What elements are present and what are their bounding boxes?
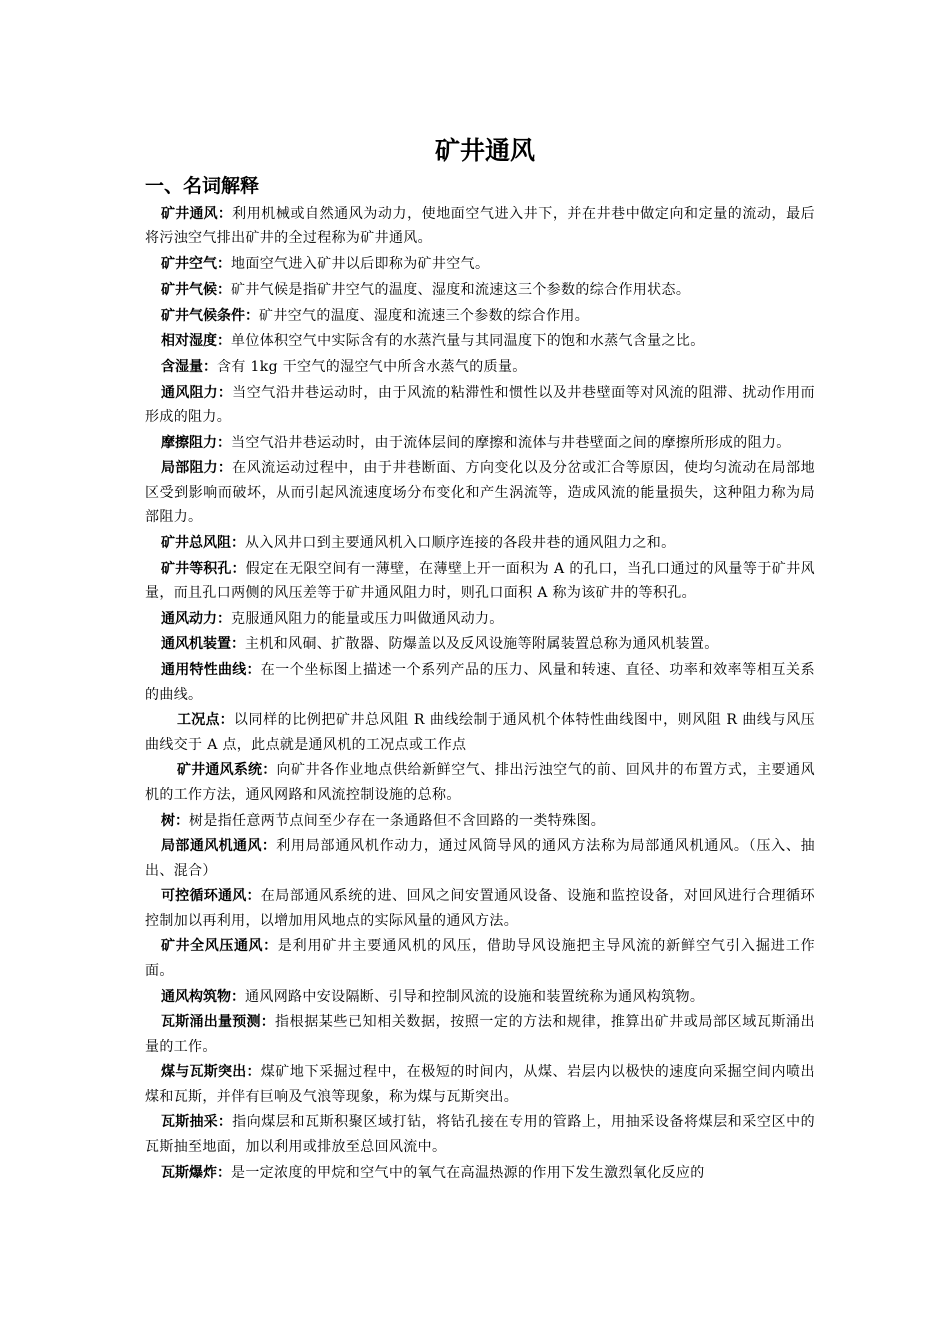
term-label: 通风机装置： <box>161 636 245 653</box>
definition-text: 在风流运动过程中，由于井巷断面、方向变化以及分岔或汇合等原因，使均匀流动在局部地区受到影响而破坏，从而引起风流速度场分布变化和产生涡流等，造成风流的能量损失，这种阻力称为局部阻力。 <box>145 460 816 526</box>
definition-entry <box>145 252 815 276</box>
definition-entry <box>145 329 815 353</box>
term-label: 相对湿度： <box>161 333 231 350</box>
definition-entry <box>145 557 815 606</box>
term-label: 矿井全风压通风： <box>161 938 278 955</box>
definition-text: 矿井气候是指矿井空气的温度、湿度和流速这三个参数的综合作用状态。 <box>231 281 691 298</box>
term-label: 煤与瓦斯突出： <box>161 1064 261 1081</box>
definition-text: 树是指任意两节点间至少存在一条通路但不含回路的一类特殊图。 <box>189 812 606 829</box>
term-label: 局部通风机通风： <box>161 838 277 855</box>
term-label: 摩擦阻力： <box>161 434 231 451</box>
term-label: 通用特性曲线： <box>161 662 261 679</box>
definition-text: 当空气沿井巷运动时，由于流体层间的摩擦和流体与井巷壁面之间的摩擦所形成的阻力。 <box>231 434 791 451</box>
definition-entry <box>145 431 815 455</box>
definition-entry <box>145 202 815 251</box>
definition-entry <box>145 934 815 983</box>
term-label: 矿井气候： <box>161 281 231 298</box>
definition-text: 煤矿地下采掘过程中，在极短的时间内，从煤、岩层内以极快的速度向采掘空间内喷出煤和瓦斯，并伴有巨响及气浪等现象，称为煤与瓦斯突出。 <box>145 1064 815 1105</box>
definition-text: 矿井空气的温度、湿度和流速三个参数的综合作用。 <box>259 307 590 324</box>
definition-text: 在一个坐标图上描述一个系列产品的压力、风量和转速、直径、功率和效率等相互关系的曲线。 <box>145 662 815 703</box>
definition-entry <box>145 278 815 302</box>
definition-text: 是利用矿井主要通风机的风压，借助导风设施把主导风流的新鲜空气引入掘进工作面。 <box>145 938 815 979</box>
term-label: 矿井总风阻： <box>161 534 245 551</box>
definition-entry <box>145 1161 815 1185</box>
term-label: 通风构筑物： <box>161 988 245 1005</box>
term-label: 瓦斯爆炸： <box>161 1164 231 1181</box>
definition-text: 利用机械或自然通风为动力，使地面空气进入井下，并在井巷中做定向和定量的流动，最后将污浊空气排出矿井的全过程称为矿井通风。 <box>145 206 816 247</box>
term-label: 矿井通风： <box>161 206 233 222</box>
definition-text: 通风网路中安设隔断、引导和控制风流的设施和装置统称为通风构筑物。 <box>245 988 705 1005</box>
term-label: 矿井通风系统： <box>177 762 277 779</box>
definition-text: 假定在无限空间有一薄壁，在薄壁上开一面积为 A 的孔口，当孔口通过的风量等于矿井风量，而且孔口两侧的风压差等于矿井通风阻力时，则孔口面积 A 称为该矿井的等积孔。 <box>145 560 816 602</box>
definition-text: 在局部通风系统的进、回风之间安置通风设备、设施和监控设备，对回风进行合理循环控制加以再利用，以增加用风地点的实际风量的通风方法。 <box>145 888 815 929</box>
definition-entry <box>145 809 815 833</box>
definition-text: 主机和风硐、扩散器、防爆盖以及反风设施等附属装置总称为通风机装置。 <box>245 636 719 653</box>
term-label: 矿井空气： <box>161 256 231 273</box>
definition-text: 当空气沿井巷运动时，由于风流的粘滞性和惯性以及井巷壁面等对风流的阻滞、扰动作用而形成的阻力。 <box>145 384 816 426</box>
term-label: 可控循环通风： <box>161 888 261 905</box>
definition-text: 指根据某些已知相关数据，按照一定的方法和规律，推算出矿井或局部区域瓦斯涌出量的工作。 <box>145 1014 816 1055</box>
term-label: 瓦斯涌出量预测： <box>161 1014 276 1031</box>
definition-entry <box>145 355 815 379</box>
definition-entry <box>145 758 815 807</box>
definition-entry <box>145 985 815 1009</box>
definition-entry <box>145 381 815 430</box>
definition-entry <box>145 708 815 757</box>
definition-text: 以同样的比例把矿井总风阻 R 曲线绘制于通风机个体特性曲线图中，则风阻 R 曲线与风压曲线交于 A 点，此点就是通风机的工况点或工作点 <box>145 712 815 753</box>
definition-text: 单位体积空气中实际含有的水蒸汽量与其同温度下的饱和水蒸气含量之比。 <box>231 333 705 350</box>
definition-entry <box>145 531 815 555</box>
definition-text: 地面空气进入矿井以后即称为矿井空气。 <box>231 256 490 273</box>
term-label: 工况点： <box>177 712 234 729</box>
definition-text: 含有 1kg 干空气的湿空气中所含水蒸气的质量。 <box>217 358 527 375</box>
term-label: 树： <box>161 812 189 829</box>
definition-entry <box>145 456 815 529</box>
definition-entry <box>145 658 815 707</box>
term-label: 通风动力： <box>161 610 231 627</box>
document-page <box>145 130 815 1186</box>
definition-text: 利用局部通风机作动力，通过风筒导风的通风方法称为局部通风机通风。（压入、抽出、混合） <box>145 838 815 879</box>
definition-entry <box>145 1060 815 1109</box>
definition-text: 向矿井各作业地点供给新鲜空气、排出污浊空气的前、回风井的布置方式，主要通风机的工作方法，通风网路和风流控制设施的总称。 <box>145 762 816 803</box>
section-heading: 一、名词解释 <box>145 175 260 197</box>
term-label: 矿井等积孔： <box>161 560 246 577</box>
definition-text: 从入风井口到主要通风机入口顺序连接的各段井巷的通风阻力之和。 <box>245 534 676 551</box>
term-label: 瓦斯抽采： <box>161 1114 233 1131</box>
definition-entry <box>145 834 815 883</box>
definition-entry <box>145 1010 815 1059</box>
definition-entry <box>145 632 815 656</box>
definition-entry <box>145 884 815 933</box>
definition-text: 是一定浓度的甲烷和空气中的氧气在高温热源的作用下发生激烈氧化反应的 <box>231 1164 705 1181</box>
term-label: 通风阻力： <box>161 384 233 401</box>
term-label: 含湿量： <box>161 358 217 375</box>
document-title: 矿井通风 <box>434 136 535 165</box>
definition-text: 克服通风阻力的能量或压力叫做通风动力。 <box>231 610 504 627</box>
definition-entry <box>145 304 815 328</box>
definition-text: 指向煤层和瓦斯积聚区域打钻，将钻孔接在专用的管路上，用抽采设备将煤层和采空区中的瓦斯抽至地面，加以利用或排放至总回风流中。 <box>145 1114 816 1155</box>
term-label: 矿井气候条件： <box>161 307 259 324</box>
definition-entry <box>145 607 815 631</box>
definition-entry <box>145 1110 815 1159</box>
term-label: 局部阻力： <box>161 460 233 477</box>
